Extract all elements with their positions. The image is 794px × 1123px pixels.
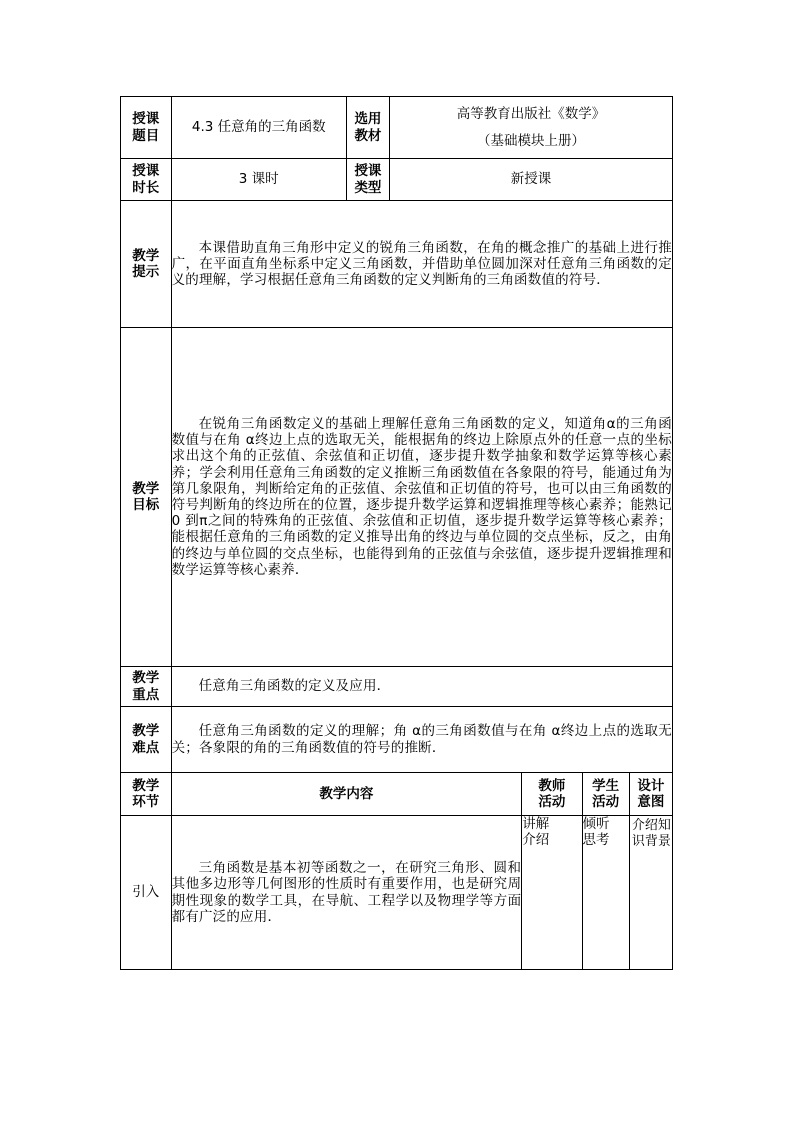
header-design: 设计 意图: [629, 773, 672, 816]
header-stage: 教学 环节: [121, 773, 172, 816]
row-teaching-goals: [121, 328, 673, 667]
key-text: 任意角三角函数的定义及应用．: [171, 667, 672, 707]
type-label: 授课 类型: [346, 159, 389, 201]
textbook-line-2: （基础模块上册）: [476, 132, 585, 149]
hints-label: 教学 提示: [121, 201, 172, 328]
row-key-points: [121, 667, 673, 707]
textbook-label: 选用 教材: [346, 97, 389, 159]
header-teacher: 教师 活动: [522, 773, 582, 816]
goals-label: 教学 目标: [121, 328, 172, 667]
lesson-plan-table: [120, 96, 673, 970]
intro-design: 介绍知 识背景: [629, 816, 672, 970]
row-course-info: [121, 97, 673, 159]
intro-content: 三角函数是基本初等函数之一，在研究三角形、圆和其他多边形等几何图形的性质时有重要作用，也是研究周期性现象的数学工具，在导航、工程学以及物理学等方面都有广泛的应用．: [171, 816, 522, 970]
header-student: 学生 活动: [582, 773, 629, 816]
topic-label: 授课 题目: [121, 97, 172, 159]
textbook-value: [389, 97, 672, 159]
row-duration: [121, 159, 673, 201]
hints-text: 本课借助直角三角形中定义的锐角三角函数，在角的概念推广的基础上进行推广，在平面直角坐标系中定义三角函数，并借助单位圆加深对任意角三角函数的定义的理解，学习根据任意角三角函数的定义判断角的三角函数值的符号．: [171, 201, 672, 328]
header-content: 教学内容: [171, 773, 522, 816]
intro-student: 倾听 思考: [582, 816, 629, 970]
type-value: 新授课: [389, 159, 672, 201]
row-teaching-hints: [121, 201, 673, 328]
duration-label: 授课 时长: [121, 159, 172, 201]
goals-text: 在锐角三角函数定义的基础上理解任意角三角函数的定义，知道角α的三角函数值与在角 α终边上点的选取无关，能根据角的终边上除原点外的任意一点的坐标求出这个角的正弦值、余弦值和正切值，逐步提升数学抽象和数学运算等核心素养；学会利用任意角三角函数的定义推断三角函数值在各象限的符号，能通过角为第几象限角，判断给定角的正弦值、余弦值和正切值的符号，也可以由三角函数的符号判断角的终边所在的位置，逐步提升数学运算和逻辑推理等核心素养；能熟记 0 到π之间的特殊角的正弦值、余弦值和正切值，逐步提升数学运算等核心素养；能根据任意角的三角函数的定义推导出角的终边与单位圆的交点坐标，反之，由角的终边与单位圆的交点坐标，也能得到角的正弦值与余弦值，逐步提升逻辑推理和数学运算等核心素养．: [171, 328, 672, 667]
difficult-text: 任意角三角函数的定义的理解；角 α的三角函数值与在角 α终边上点的选取无关；各象限的角的三角函数值的符号的推断．: [171, 707, 672, 773]
row-column-header: [121, 773, 673, 816]
textbook-line-1: 高等教育出版社《数学》: [456, 105, 606, 122]
intro-teacher: 讲解 介绍: [522, 816, 582, 970]
row-intro: [121, 816, 673, 970]
row-difficult-points: [121, 707, 673, 773]
key-label: 教学 重点: [121, 667, 172, 707]
duration-value: 3 课时: [171, 159, 346, 201]
difficult-label: 教学 难点: [121, 707, 172, 773]
topic-value: 4.3 任意角的三角函数: [171, 97, 346, 159]
intro-stage: 引入: [121, 816, 172, 970]
